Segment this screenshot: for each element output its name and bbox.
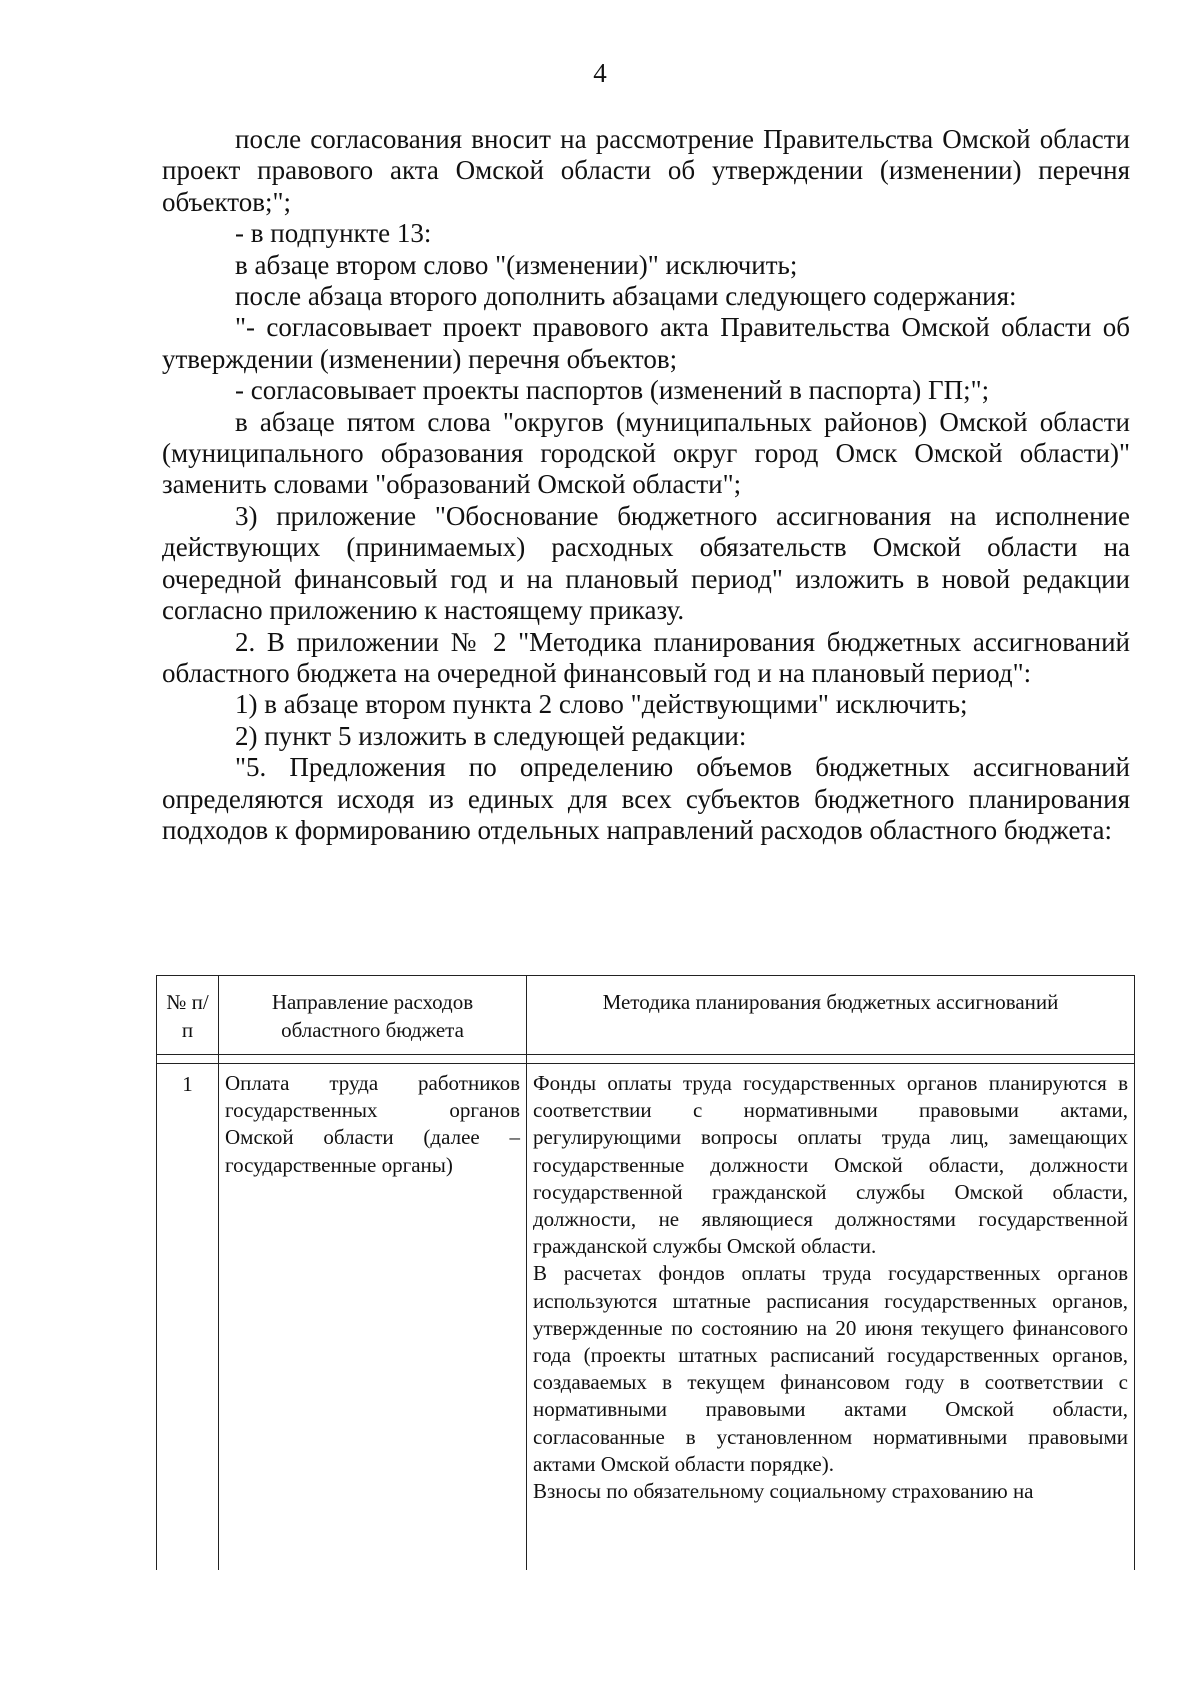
- paragraph: - в подпункте 13:: [235, 218, 432, 249]
- page-number: 4: [593, 58, 607, 88]
- methodology-paragraph: Фонды оплаты труда государственных органов планируются в соответствии с нормативными правовыми актами, регулирующими вопросы оплаты труда лиц, замещающих государственные должности Омской области, должности государственной гражданской службы Омской области, должности, не являющиеся должностями государственной гражданской службы Омской области.: [533, 1071, 1128, 1259]
- body-text: [162, 124, 1130, 846]
- paragraph: после согласования вносит на рассмотрение Правительства Омской области проект правового акта Омской области об утверждении (изменении) перечня объектов;";: [162, 124, 1130, 217]
- paragraph: 2. В приложении № 2 "Методика планирования бюджетных ассигнований областного бюджета на очередной финансовый год и на плановый период":: [162, 626, 1130, 688]
- methodology-paragraph: Взносы по обязательному социальному страхованию на: [533, 1479, 1034, 1504]
- row-num: 1: [157, 1064, 219, 1571]
- header-direction: Направление расходов областного бюджета: [219, 976, 527, 1055]
- row-direction: Оплата труда работников государственных органов Омской области (далее – государственные органы): [219, 1064, 527, 1571]
- paragraph: после абзаца второго дополнить абзацами следующего содержания:: [235, 281, 1017, 312]
- paragraph: 3) приложение "Обоснование бюджетного ассигнования на исполнение действующих (принимаемых) расходных обязательств Омской области на очередной финансовый год и на плановый период" изложить в новой редакции согласно приложению к настоящему приказу.: [162, 500, 1130, 626]
- table-row: [157, 1064, 1135, 1571]
- paragraph: "- согласовывает проект правового акта Правительства Омской области об утверждении (изменении) перечня объектов;: [162, 312, 1130, 374]
- paragraph: 1) в абзаце втором пункта 2 слово "действующими" исключить;: [235, 689, 968, 720]
- methodology-paragraph: В расчетах фондов оплаты труда государственных органов используются штатные расписания государственных органов, утвержденные по состоянию на 20 июня текущего финансового года (проекты штатных расписаний государственных органов, создаваемых в текущем финансовом году в соответствии с нормативными правовыми актами Омской области, согласованные в установленном нормативными правовыми актами Омской области порядке).: [533, 1261, 1128, 1476]
- table-header-row: [157, 976, 1135, 1055]
- header-methodology: Методика планирования бюджетных ассигнований: [527, 976, 1135, 1055]
- spacer-cell: [527, 1055, 1135, 1064]
- paragraph: в абзаце пятом слова "округов (муниципальных районов) Омской области (муниципального образования городской округ город Омск Омской области)" заменить словами "образований Омской области";: [162, 406, 1130, 500]
- header-num: № п/п: [157, 976, 219, 1055]
- methodology-table: [156, 975, 1135, 1570]
- paragraph: - согласовывает проекты паспортов (изменений в паспорта) ГП;";: [235, 375, 990, 406]
- table-spacer-row: [157, 1055, 1135, 1064]
- spacer-cell: [219, 1055, 527, 1064]
- paragraph: "5. Предложения по определению объемов бюджетных ассигнований определяются исходя из единых для всех субъектов бюджетного планирования подходов к формированию отдельных направлений расходов областного бюджета:: [162, 752, 1130, 845]
- row-methodology: [527, 1064, 1135, 1571]
- paragraph: 2) пункт 5 изложить в следующей редакции:: [235, 720, 747, 751]
- paragraph: в абзаце втором слово "(изменении)" исключить;: [235, 249, 798, 280]
- spacer-cell: [157, 1055, 219, 1064]
